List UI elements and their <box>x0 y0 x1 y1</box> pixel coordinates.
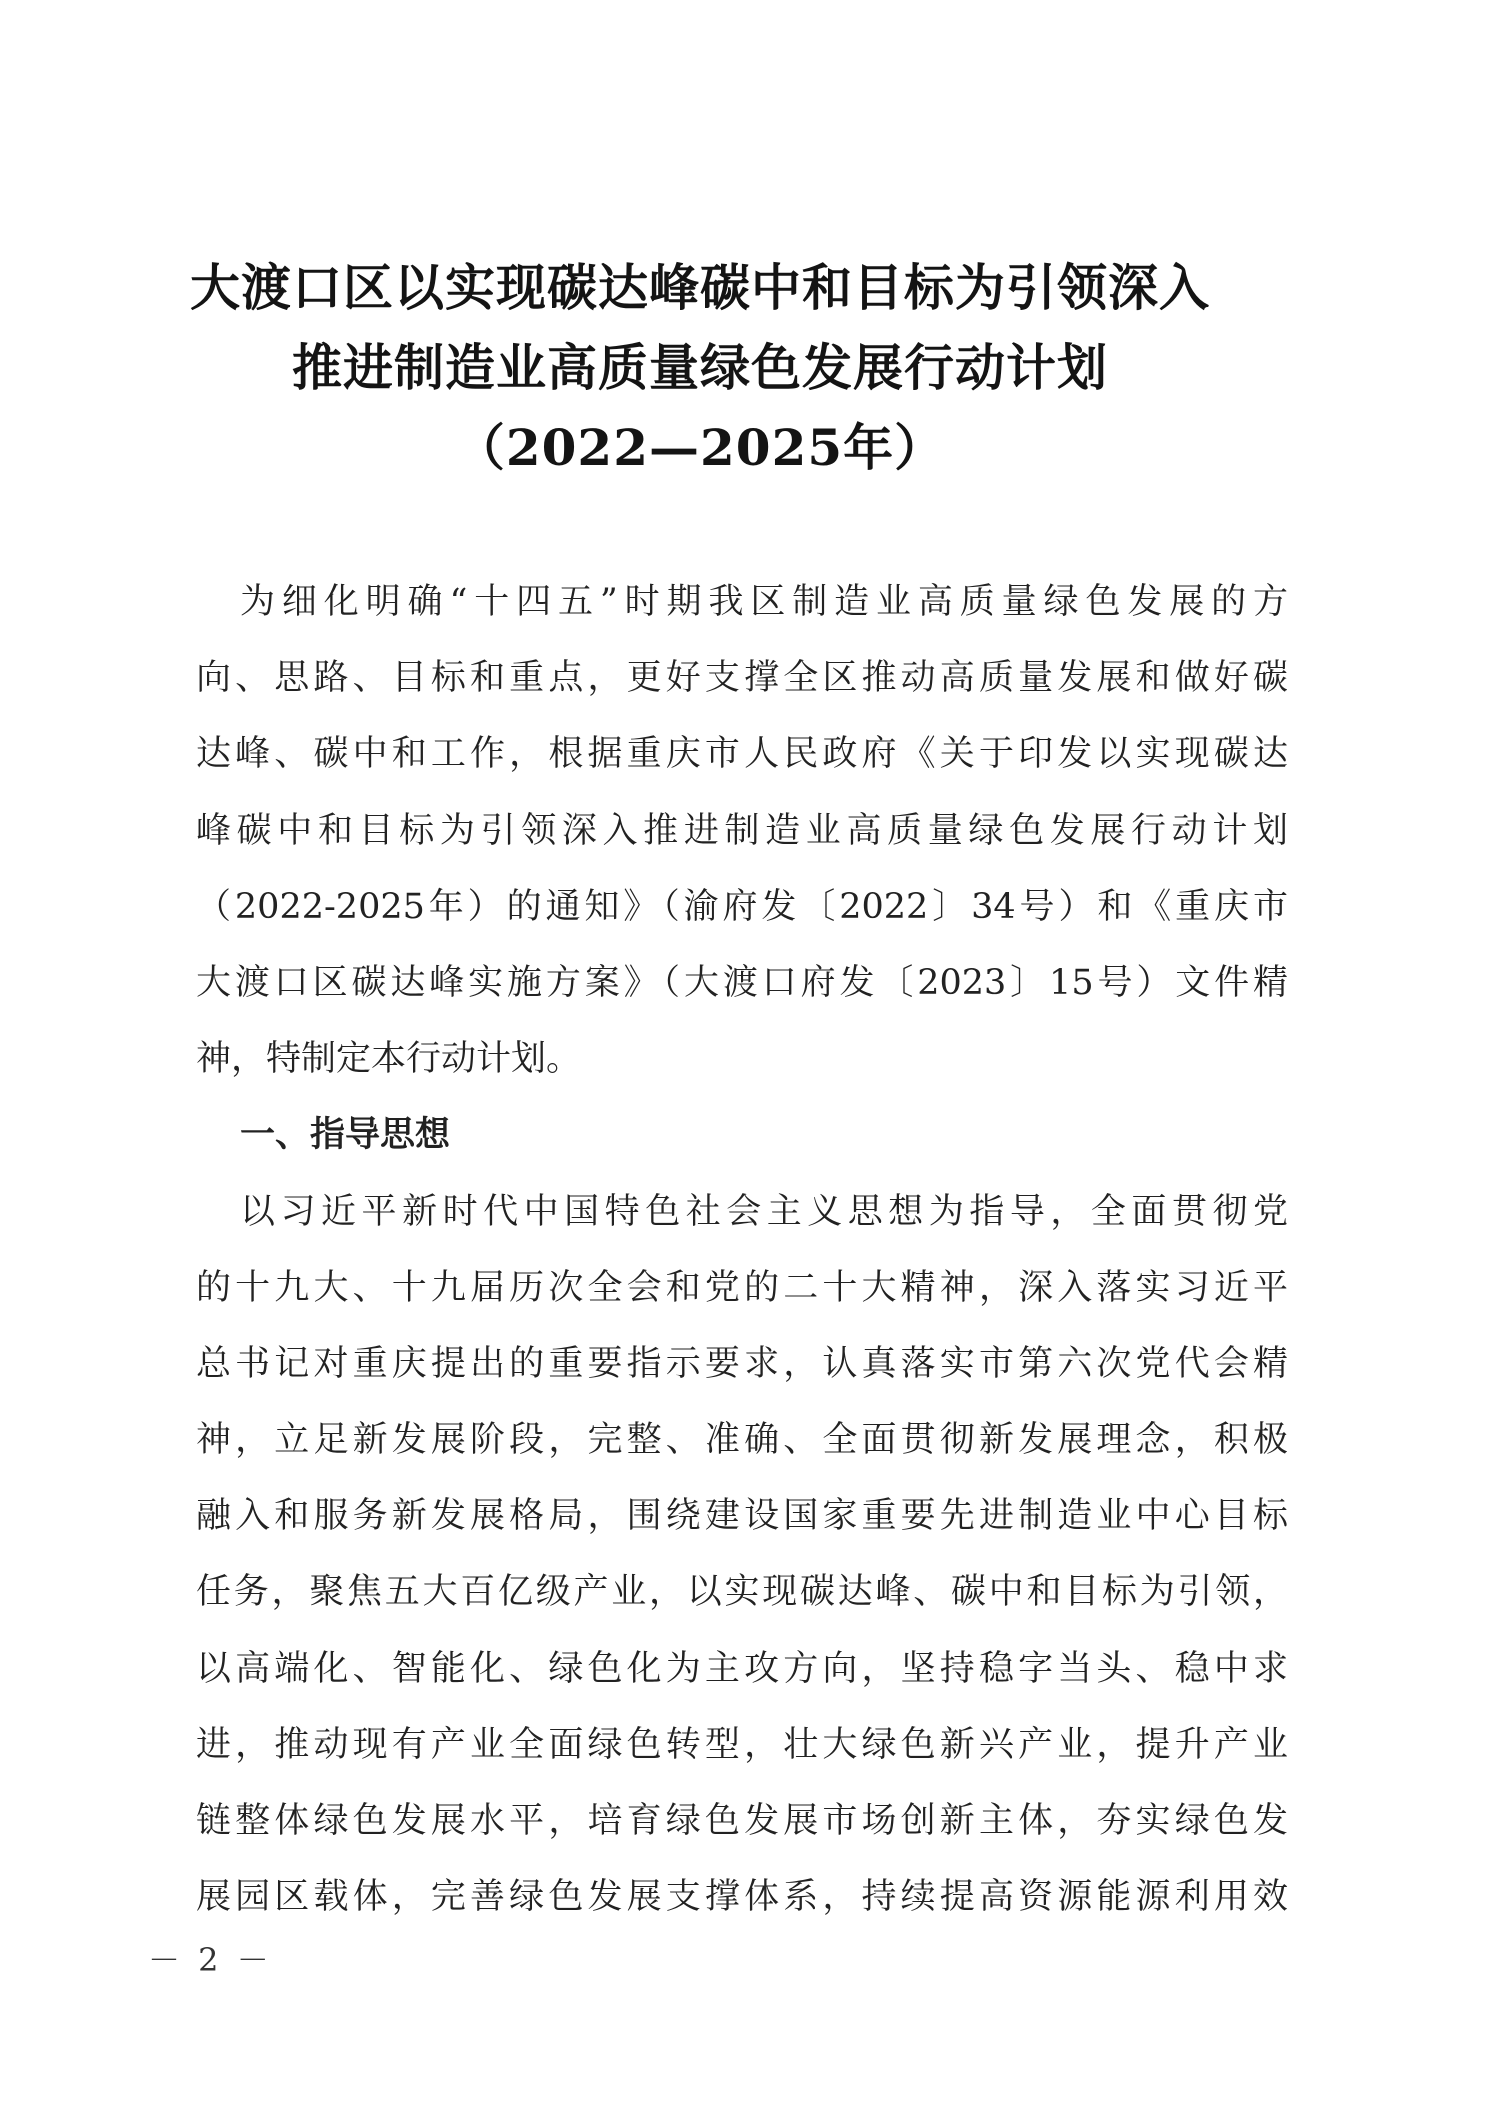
section-heading: 一、指导思想 <box>240 1115 451 1156</box>
body-line: 神，立足新发展阶段，完整、准确、全面贯彻新发展理念，积极 <box>196 1420 1288 1461</box>
body-line: 峰碳中和目标为引领深入推进制造业高质量绿色发展行动计划 <box>196 810 1288 851</box>
body-line: 进，推动现有产业全面绿色转型，壮大绿色新兴产业，提升产业 <box>196 1724 1288 1765</box>
body-line: 的十九大、十九届历次全会和党的二十大精神，深入落实习近平 <box>196 1267 1288 1308</box>
document-title <box>120 248 1280 488</box>
body-line: 展园区载体，完善绿色发展支撑体系，持续提高资源能源利用效 <box>196 1877 1288 1918</box>
body-line: 链整体绿色发展水平，培育绿色发展市场创新主体，夯实绿色发 <box>196 1801 1288 1841</box>
body-line: 以高端化、智能化、绿色化为主攻方向，坚持稳字当头、稳中求 <box>196 1648 1288 1689</box>
title-line-1: 大渡口区以实现碳达峰碳中和目标为引领深入 <box>190 258 1210 317</box>
body-line: （2022-2025年）的通知》（渝府发〔2022〕34号）和《重庆市 <box>196 886 1288 927</box>
document-body <box>196 564 1288 1935</box>
body-line: 总书记对重庆提出的重要指示要求，认真落实市第六次党代会精 <box>196 1343 1288 1384</box>
body-line: 向、思路、目标和重点，更好支撑全区推动高质量发展和做好碳 <box>196 658 1288 699</box>
body-line: 神，特制定本行动计划。 <box>196 1039 582 1080</box>
title-line-2: 推进制造业高质量绿色发展行动计划 <box>292 338 1108 397</box>
page-number: － 2 － <box>148 1941 273 1979</box>
body-line: 以习近平新时代中国特色社会主义思想为指导，全面贯彻党 <box>240 1191 1288 1232</box>
title-line-3: （2022—2025年） <box>454 418 946 477</box>
body-line: 为细化明确“十四五”时期我区制造业高质量绿色发展的方 <box>240 582 1288 622</box>
body-line: 达峰、碳中和工作，根据重庆市人民政府《关于印发以实现碳达 <box>196 734 1288 775</box>
body-line: 大渡口区碳达峰实施方案》（大渡口府发〔2023〕15号）文件精 <box>196 962 1288 1003</box>
body-line: 任务，聚焦五大百亿级产业，以实现碳达峰、碳中和目标为引领， <box>196 1572 1288 1613</box>
body-line: 融入和服务新发展格局，围绕建设国家重要先进制造业中心目标 <box>196 1496 1288 1537</box>
